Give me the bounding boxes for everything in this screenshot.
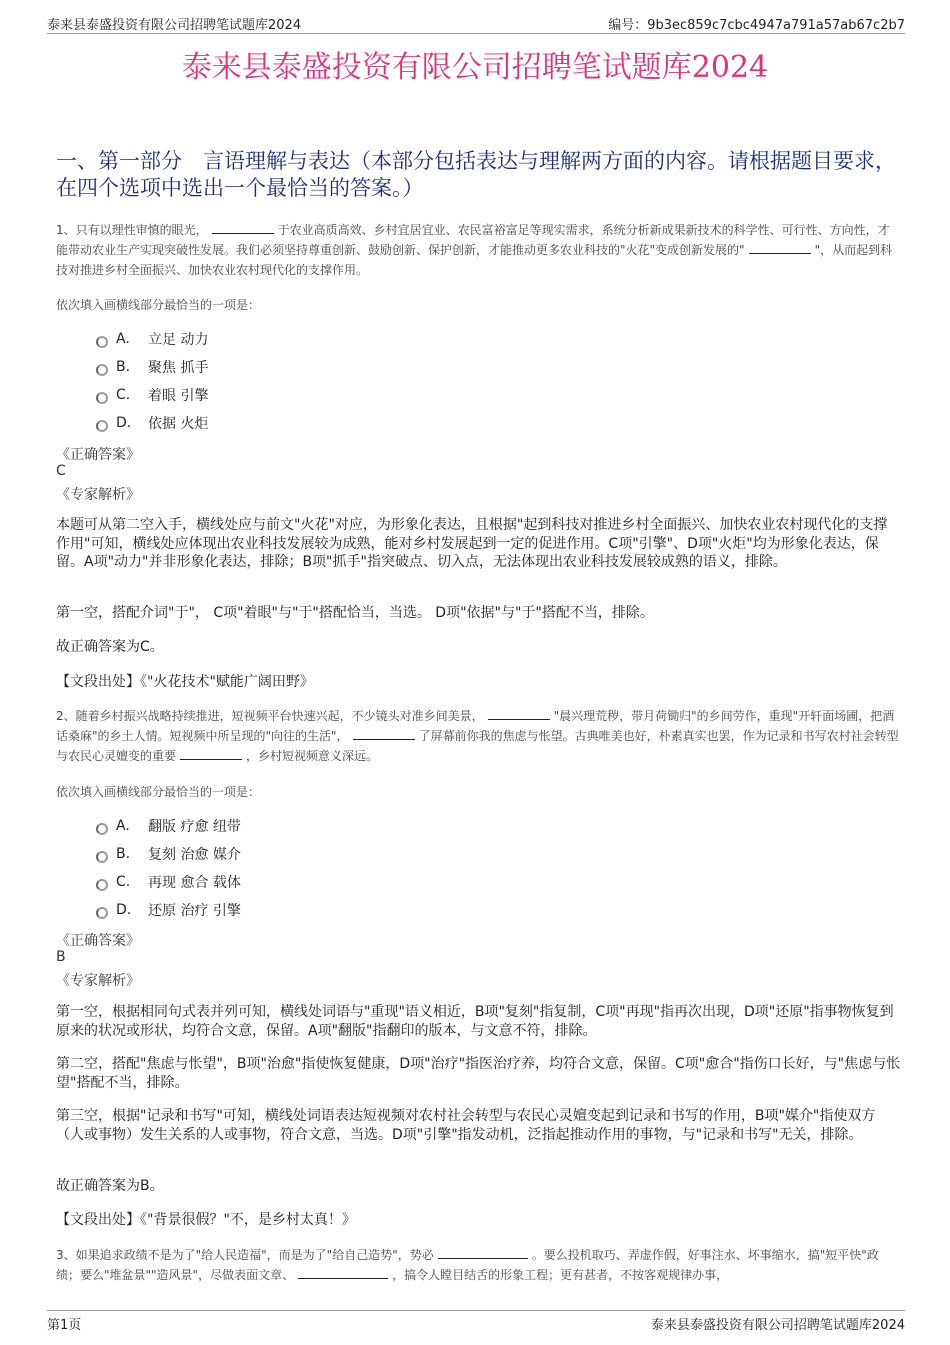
answer-label: 《正确答案》: [56, 447, 140, 463]
q2-option-a[interactable]: [96, 816, 241, 836]
question-hint: 依次填入画横线部分最恰当的一项是：: [56, 298, 261, 312]
blank: [488, 708, 550, 720]
q2-option-d[interactable]: [96, 900, 241, 920]
q3-part: 3、如果追求政绩不是为了"给人民造福"，而是为了"给自己造势"，势必: [56, 1248, 434, 1262]
blank: [298, 1267, 388, 1279]
page-title: 泰来县泰盛投资有限公司招聘笔试题库2024: [181, 50, 769, 85]
q3-part: ，搞令人瞠目结舌的形象工程；更有甚者，不按客观规律办事，: [392, 1268, 729, 1282]
q1-analysis: 第一空，搭配介词"于"， C项"着眼"与"于"搭配恰当，当选。 D项"依据"与"于"搭配不当，排除。: [56, 605, 654, 621]
q2-part: ，乡村短视频意义深远。: [246, 749, 379, 763]
blank: [749, 242, 811, 254]
q2-option-b[interactable]: [96, 844, 241, 864]
q1-answer: C: [56, 463, 66, 479]
q2-option-c[interactable]: [96, 872, 241, 892]
option-text: 着眼 引擎: [148, 388, 209, 404]
q1-option-b[interactable]: [96, 357, 208, 377]
blank: [212, 222, 274, 234]
option-text: 翻版 疗愈 纽带: [148, 819, 241, 835]
option-key: A.: [116, 331, 130, 347]
q2-part: 2、随着乡村振兴战略持续推进，短视频平台快速兴起，不少镜头对准乡间美景，: [56, 709, 484, 723]
q1-option-c[interactable]: [96, 385, 208, 405]
radio-icon[interactable]: [96, 879, 108, 891]
radio-icon[interactable]: [96, 823, 108, 835]
radio-icon[interactable]: [96, 420, 108, 432]
option-key: D.: [116, 902, 132, 918]
header-title: 泰来县泰盛投资有限公司招聘笔试题库2024: [47, 18, 302, 33]
q2-analysis: 故正确答案为B。: [56, 1178, 164, 1194]
question-3-text: [56, 1245, 901, 1285]
option-key: B.: [116, 846, 131, 862]
q1-part: 于农业高质高效、乡村宜居宜业、农民富裕富足等现实需求，系统分析新成果新技术的科学性、可行性、方向性，才能带动农业生产实现突破性发展。我们必须坚持尊重创新、鼓励创新、保护创新，才能推动更多农业科技的"火花"变成创新发展的": [56, 223, 890, 257]
q1-part: "，从而起到科技对推进乡村全面振兴、加快农业农村现代化的支撑作用。: [56, 243, 893, 277]
q2-source: 【文段出处】《"背景很假？"不，是乡村太真！》: [56, 1212, 356, 1228]
radio-icon[interactable]: [96, 364, 108, 376]
q2-analysis: 第三空，根据"记录和书写"可知，横线处词语表达短视频对农村社会转型与农民心灵嬗变起到记录和书写的作用，B项"媒介"指使双方（人或事物）发生关系的人或事物，符合文意，当选。D项"引擎"指发动机，泛指起推动作用的事物，与"记录和书写"无关，排除。: [56, 1108, 876, 1143]
option-key: C.: [116, 387, 131, 403]
radio-icon[interactable]: [96, 336, 108, 348]
q2-part: 了屏幕前你我的焦虑与怅望。古典唯美也好，朴素真实也罢，作为记录和书写农村社会转型与农民心灵嬗变的重要: [56, 729, 899, 763]
option-key: B.: [116, 359, 131, 375]
q2-answer: B: [56, 949, 66, 965]
option-text: 再现 愈合 载体: [148, 875, 241, 891]
blank: [438, 1247, 528, 1259]
blank: [180, 748, 242, 760]
analysis-label: 《专家解析》: [56, 973, 140, 989]
q1-analysis: 故正确答案为C。: [56, 639, 164, 655]
q1-source: 【文段出处】《"火花技术"赋能广阔田野》: [56, 674, 314, 690]
q3-part: 。要么投机取巧、弄虚作假，好事注水、坏事缩水，搞"短平快"政绩；要么"堆盆景""造风景"，尽做表面文章、: [56, 1248, 879, 1282]
option-key: A.: [116, 818, 130, 834]
q1-option-d[interactable]: [96, 413, 208, 433]
question-hint: 依次填入画横线部分最恰当的一项是：: [56, 785, 261, 799]
section-heading: 一、第一部分 言语理解与表达（本部分包括表达与理解两方面的内容。请根据题目要求，在四个选项中选出一个最恰当的答案。）: [56, 149, 896, 200]
q1-part: 1、只有以理性审慎的眼光，: [56, 223, 208, 237]
radio-icon[interactable]: [96, 907, 108, 919]
document-id: 编号：9b3ec859c7cbc4947a791a57ab67c2b7: [608, 18, 905, 33]
q1-analysis: 本题可从第二空入手，横线处应与前文"火花"对应，为形象化表达，且根据"起到科技对推进乡村全面振兴、加快农业农村现代化的支撑作用"可知，横线处应体现出农业科技发展较为成熟，能对乡村发展起到一定的促进作用。C项"引擎"、D项"火炬"均为形象化表达，保留。A项"动力"并非形象化表达，排除；B项"抓手"指突破点、切入点，无法体现出农业科技发展较成熟的语义，排除。: [56, 517, 888, 570]
option-text: 聚焦 抓手: [148, 360, 209, 376]
option-text: 复刻 治愈 媒介: [148, 847, 241, 863]
q2-analysis: 第二空，搭配"焦虑与怅望"，B项"治愈"指使恢复健康，D项"治疗"指医治疗养，均符合文意，保留。C项"愈合"指伤口长好，与"焦虑与怅望"搭配不当，排除。: [56, 1056, 901, 1091]
page-number: 第1页: [47, 1318, 82, 1333]
option-key: C.: [116, 874, 131, 890]
radio-icon[interactable]: [96, 392, 108, 404]
option-text: 立足 动力: [148, 332, 209, 348]
question-1-text: [56, 220, 901, 280]
radio-icon[interactable]: [96, 851, 108, 863]
page-footer: [47, 1310, 905, 1333]
q2-part: "晨兴理荒秽，带月荷锄归"的乡间劳作，重现"开轩面场圃，把酒话桑麻"的乡土人情。短视频中所呈现的"向往的生活"，: [56, 709, 895, 743]
blank: [353, 728, 415, 740]
option-text: 依据 火炬: [148, 416, 209, 432]
analysis-label: 《专家解析》: [56, 487, 140, 503]
q2-analysis: 第一空，根据相同句式表并列可知，横线处词语与"重现"语义相近，B项"复刻"指复制，C项"再现"指再次出现，D项"还原"指事物恢复到原来的状况或形状，均符合文意，保留。A项"翻版"指翻印的版本，与文意不符，排除。: [56, 1004, 894, 1039]
q1-option-a[interactable]: [96, 329, 208, 349]
option-text: 还原 治疗 引擎: [148, 903, 241, 919]
footer-title: 泰来县泰盛投资有限公司招聘笔试题库2024: [650, 1318, 905, 1333]
option-key: D.: [116, 415, 132, 431]
page-header: [47, 14, 905, 34]
question-2-text: [56, 706, 901, 766]
answer-label: 《正确答案》: [56, 933, 140, 949]
